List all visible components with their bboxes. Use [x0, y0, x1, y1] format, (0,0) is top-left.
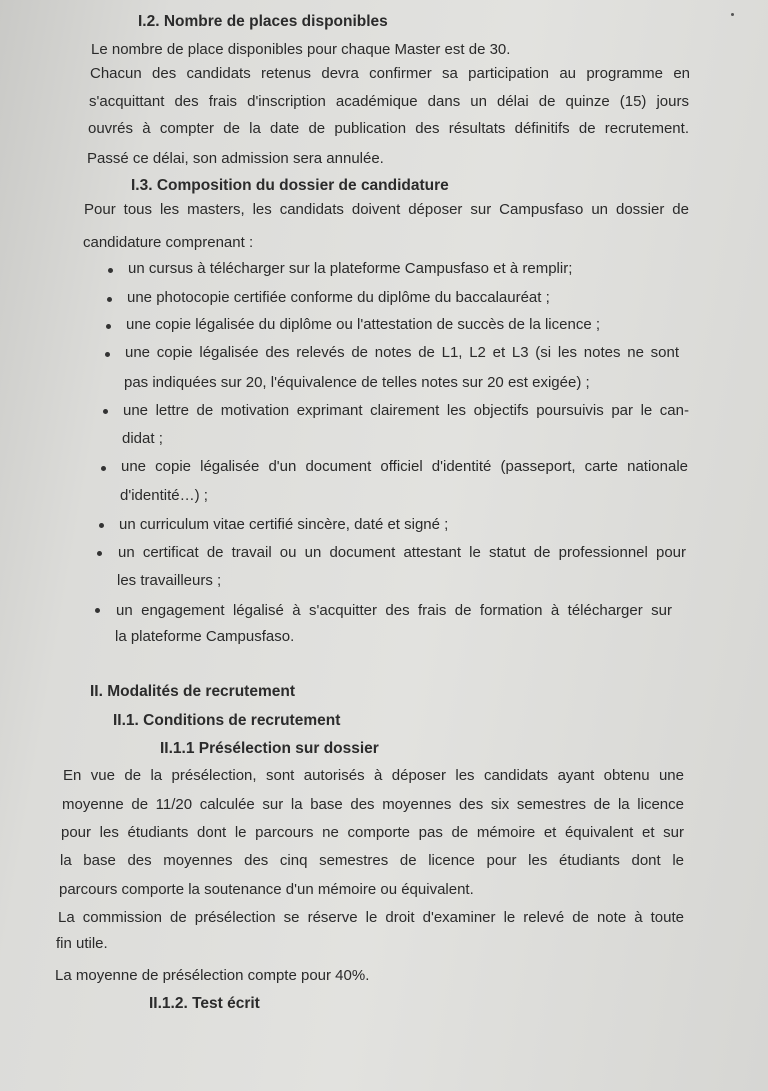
list-item-continuation: d'identité…) ; [120, 487, 208, 504]
bullet-icon [105, 352, 110, 357]
bullet-icon [99, 523, 104, 528]
list-item: un cursus à télécharger sur la plateforme Campusfaso et à remplir; [128, 260, 573, 277]
paragraph-line: Passé ce délai, son admission sera annulée. [87, 150, 384, 167]
paragraph-line: ouvrés à compter de la date de publication des résultats définitifs de recrutement. [88, 120, 689, 137]
bullet-icon [95, 608, 100, 613]
list-item-continuation: didat ; [122, 430, 163, 447]
paragraph-line: Chacun des candidats retenus devra confirmer sa participation au programme en [90, 65, 690, 82]
list-item-continuation: pas indiquées sur 20, l'équivalence de telles notes sur 20 est exigée) ; [124, 374, 590, 391]
paragraph-line: pour les étudiants dont le parcours ne comporte pas de mémoire et équivalent et sur [61, 824, 684, 841]
heading-ii: II. Modalités de recrutement [90, 683, 295, 700]
list-item: une copie légalisée du diplôme ou l'attestation de succès de la licence ; [126, 316, 601, 333]
list-item: une lettre de motivation exprimant clairement les objectifs poursuivis par le can- [123, 402, 689, 419]
list-item: un certificat de travail ou un document attestant le statut de professionnel pour [118, 544, 686, 561]
list-item: un curriculum vitae certifié sincère, daté et signé ; [119, 516, 449, 533]
paragraph-line: Pour tous les masters, les candidats doivent déposer sur Campusfaso un dossier de [84, 201, 689, 218]
list-item-continuation: les travailleurs ; [117, 572, 222, 589]
corner-dot [731, 13, 734, 16]
bullet-icon [107, 297, 112, 302]
list-item: une copie légalisée des relevés de notes de L1, L2 et L3 (si les notes ne sont [125, 344, 679, 361]
paragraph-line: Le nombre de place disponibles pour chaque Master est de 30. [91, 41, 511, 58]
heading-i3: I.3. Composition du dossier de candidature [131, 177, 449, 194]
paragraph-line: moyenne de 11/20 calculée sur la base des moyennes des six semestres de la licence [62, 796, 684, 813]
paragraph-line: parcours comporte la soutenance d'un mémoire ou équivalent. [59, 881, 474, 898]
paragraph-line: la base des moyennes des cinq semestres de licence pour les étudiants dont le [60, 852, 684, 869]
bullet-icon [101, 466, 106, 471]
heading-ii11: II.1.1 Présélection sur dossier [160, 740, 379, 757]
bullet-icon [106, 324, 111, 329]
list-item: une photocopie certifiée conforme du diplôme du baccalauréat ; [127, 289, 550, 306]
paragraph-line: fin utile. [56, 935, 108, 952]
list-item: une copie légalisée d'un document officiel d'identité (passeport, carte nationale [121, 458, 688, 475]
list-item-continuation: la plateforme Campusfaso. [115, 628, 295, 645]
bullet-icon [103, 409, 108, 414]
bullet-icon [97, 551, 102, 556]
paragraph-line: En vue de la présélection, sont autorisés à déposer les candidats ayant obtenu une [63, 767, 684, 784]
heading-ii1: II.1. Conditions de recrutement [113, 712, 341, 729]
list-item: un engagement légalisé à s'acquitter des frais de formation à télécharger sur [116, 602, 672, 619]
paragraph-line: La commission de présélection se réserve le droit d'examiner le relevé de note à toute [58, 909, 684, 926]
bullet-icon [108, 268, 113, 273]
heading-ii12: II.1.2. Test écrit [149, 995, 260, 1012]
paragraph-line: La moyenne de présélection compte pour 40%. [55, 967, 370, 984]
paragraph-line: candidature comprenant : [83, 234, 254, 251]
paragraph-line: s'acquittant des frais d'inscription académique dans un délai de quinze (15) jours [89, 93, 689, 110]
heading-i2: I.2. Nombre de places disponibles [138, 13, 388, 30]
